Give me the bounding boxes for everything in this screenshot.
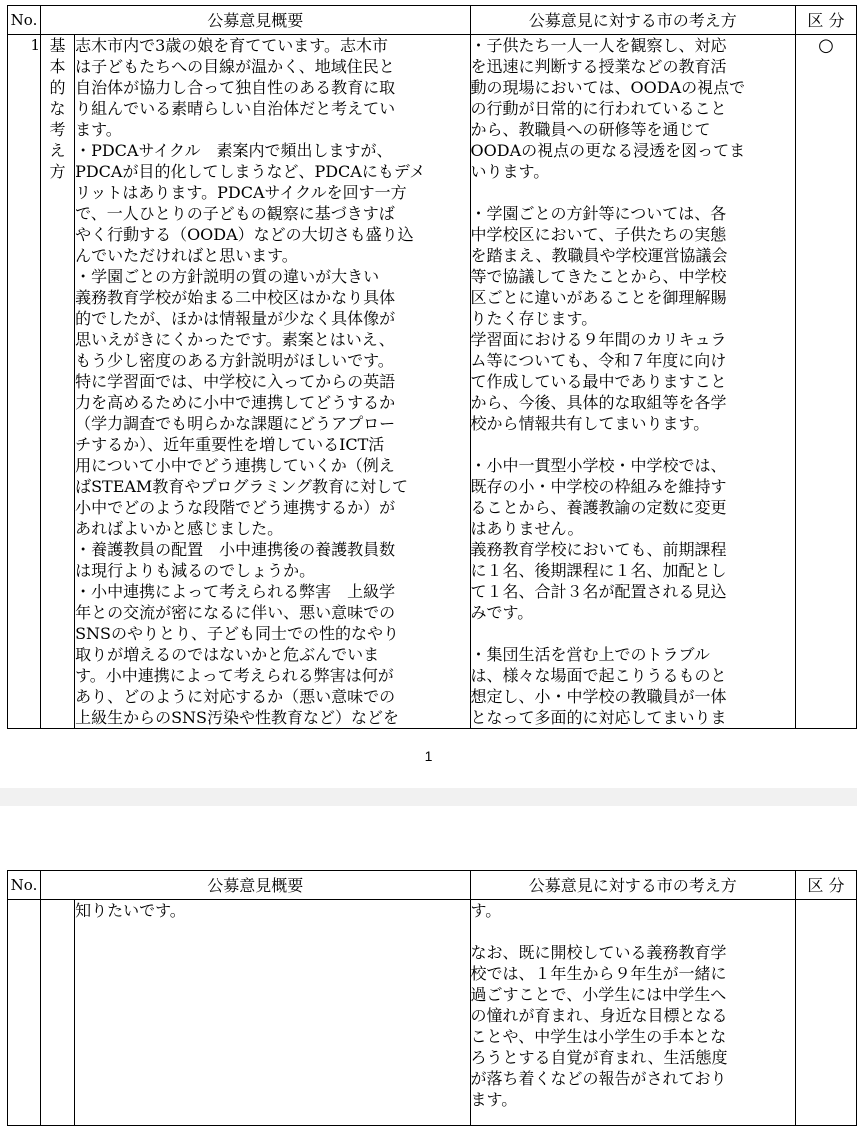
opinion-table-page-1: [7, 5, 857, 729]
opinion-summary-text: 知りたいです。: [75, 901, 186, 920]
header-summary: 公募意見概要: [41, 871, 471, 900]
opinion-summary-cell: [75, 900, 470, 1126]
table-row: [8, 35, 857, 729]
table-header-row: [8, 6, 857, 35]
response-paragraph-nurse-teacher: ・小中一貫型小学校・中学校では、 既存の小・中学校の枠組みを維持す ることから、養護教諭の定数に変更 はありません。 義務教育学校においても、前期課程 に１名、後期課程に１名、加配とし て１名、合計３名が配置される見込 みです。: [470, 456, 727, 622]
table-header-row: [8, 871, 857, 900]
city-response-cell: [470, 35, 795, 729]
document-page-2: [7, 870, 857, 1126]
city-response-cell: [470, 900, 795, 1126]
header-no: No.: [8, 6, 41, 35]
table-row: [8, 900, 857, 1126]
header-division: 区 分: [795, 871, 856, 900]
category-cell: [41, 35, 75, 729]
response-paragraph-ooda: ・子供たち一人一人を観察し、対応 を迅速に判断する授業などの教育活 動の現場においては、OODAの視点で の行動が日常的に行われていること から、教職員への研修等を通じて OODAの視点の更なる浸透を図ってま いります。: [470, 36, 746, 181]
document-page-1: [7, 5, 857, 729]
header-response: 公募意見に対する市の考え方: [470, 871, 795, 900]
category-char: 本: [49, 57, 66, 76]
opinion-summary-cell: [75, 35, 470, 729]
page-separator: [0, 788, 857, 806]
category-char: な: [49, 99, 66, 118]
category-cell: [41, 900, 75, 1126]
opinion-summary-text: 志木市内で3歳の娘を育てています。志木市 は子どもたちへの目線が温かく、地域住民と 自治体が協力し合って独自性のある教育に取 り組んでいる素晴らしい自治体だと考えてい ます。 ・PDCAサイクル 素案内で頻出しますが、 PDCAが目的化してしまうなど、PDCAにもデメ リットはあります。PDCAサイクルを回す一方 で、一人ひとりの子どもの観察に基づきすば やく行動する（OODA）などの大切さも盛り込 んでいただければと思います。 ・学園ごとの方針説明の質の違いが大きい 義務教育学校が始まる二中校区はかなり具体 的でしたが、ほかは情報量が少なく具体像が 思いえがきにくかったです。素案とはいえ、 もう少し密度のある方針説明がほしいです。 特に学習面では、中学校に入ってからの英語 力を高めるために小中で連携してどうするか （学力調査でも明らかな課題にどうアプロー チするか）、近年重要性を増しているICT活 用について小中でどう連携していくか（例え ばSTEAM教育やプログラミング教育に対して 小中でどのような段階でどう連携するか）が あればよいかと感じました。 ・養護教員の配置 小中連携後の養護教員数 は現行よりも減るのでしょうか。 ・小中連携によって考えられる弊害 上級学 年との交流が密になるに伴い、悪い意味での SNSのやりとり、子ども同士での性的なやり 取りが増えるのではないかと危ぶんでいま す。小中連携によって考えられる弊害は何が あり、どのように対応するか（悪い意味での 上級生からのSNS汚染や性教育など）などを: [75, 36, 426, 727]
response-paragraph-trouble: ・集団生活を営む上でのトラブル は、様々な場面で起こりうるものと 想定し、小・中学校の教職員が一体 となって多面的に対応してまいりま: [470, 645, 727, 727]
response-paragraph-existing-school: なお、既に開校している義務教育学 校では、１年生から９年生が一緒に 過ごすことで、小学生には中学生へ の憧れが育まれ、身近な目標となる ことや、中学生は小学生の手本とな ろうとする自覚が育まれ、生活態度 が落ち着くなどの報告がされており ます。: [470, 943, 728, 1109]
header-summary: 公募意見概要: [41, 6, 471, 35]
category-char: 的: [49, 78, 66, 97]
row-number: 1: [8, 35, 41, 729]
response-paragraph-continued: す。: [470, 901, 502, 920]
category-char: 考: [49, 120, 66, 139]
category-char: 基: [49, 36, 66, 55]
header-no: No.: [8, 871, 41, 900]
category-char: え: [49, 141, 66, 160]
page-number: 1: [424, 748, 433, 764]
opinion-table-page-2: [7, 870, 857, 1126]
division-mark: ○: [795, 35, 856, 729]
category-char: 方: [49, 162, 66, 181]
header-response: 公募意見に対する市の考え方: [470, 6, 795, 35]
row-number: [8, 900, 41, 1126]
division-mark: [795, 900, 856, 1126]
response-paragraph-policy: ・学園ごとの方針等については、各 中学校区において、子供たちの実態 を踏まえ、教職員や学校運営協議会 等で協議してきたことから、中学校 区ごとに違いがあることを御理解賜 りたく存じます。 学習面における９年間のカリキュラ ム等についても、令和７年度に向け て作成している最中でありますこと から、今後、具体的な取組等を各学 校から情報共有してまいります。: [470, 204, 728, 433]
header-division: 区 分: [795, 6, 856, 35]
